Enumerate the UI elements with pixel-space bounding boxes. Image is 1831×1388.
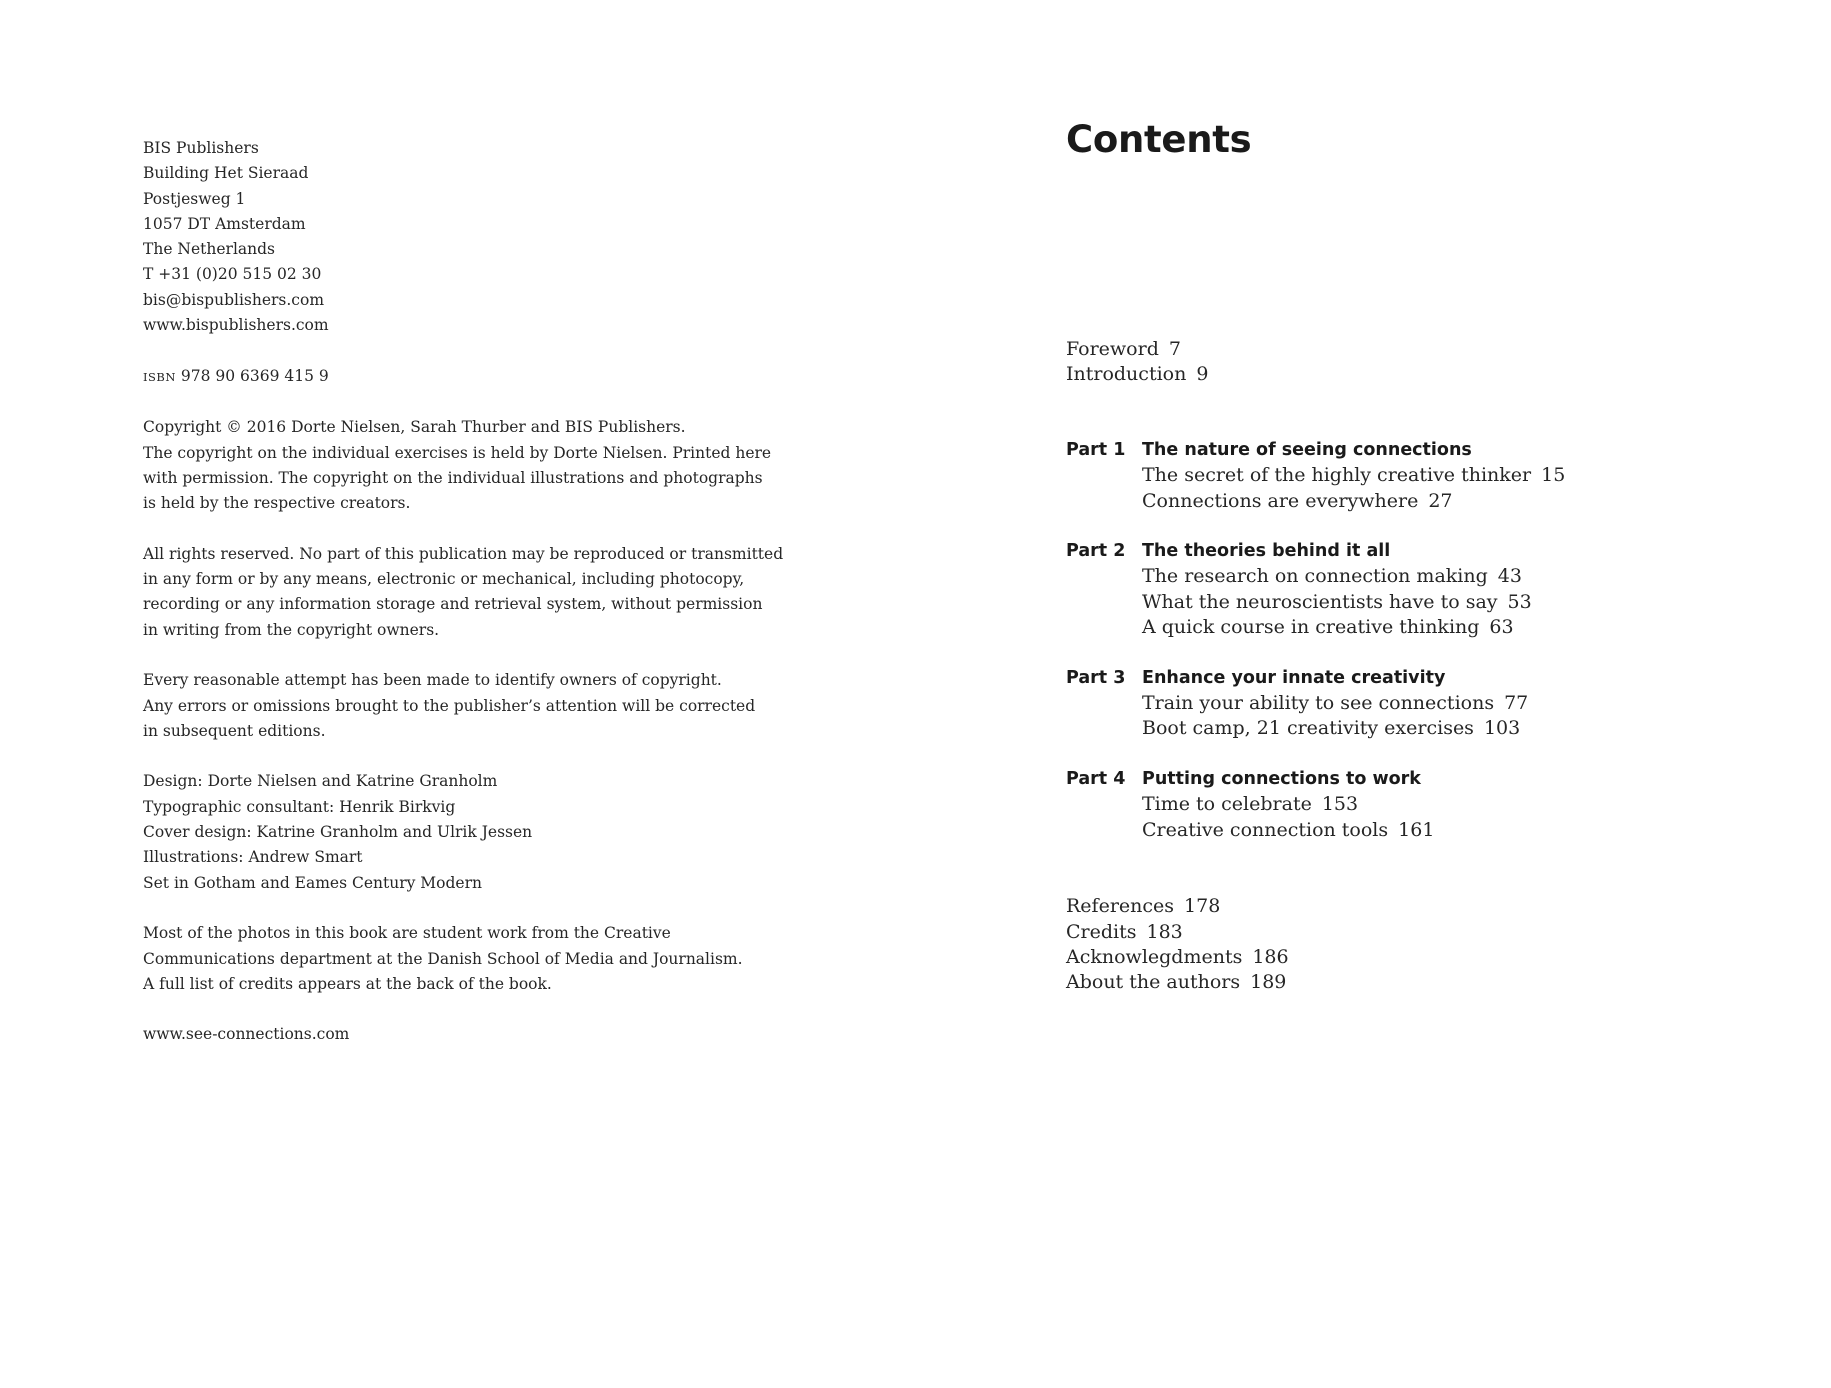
toc-entry-title: Boot camp, 21 creativity exercises [1142, 717, 1474, 740]
publisher-website: www.bispublishers.com [143, 316, 329, 335]
toc-entry-page: 77 [1504, 692, 1529, 715]
toc-entry-title: What the neuroscientists have to say [1142, 590, 1498, 613]
toc-entry-title: Train your ability to see connections [1142, 692, 1495, 715]
book-website [143, 1022, 783, 1047]
copyright-line: The copyright on the individual exercises is held by Dorte Nielsen. Printed here [143, 443, 772, 462]
toc-entry-title: Introduction [1066, 363, 1187, 386]
toc-entry [1066, 716, 1766, 741]
part-label: Part 2 [1066, 541, 1126, 562]
toc-part-3 [1066, 666, 1766, 742]
toc-entry-page: 43 [1497, 565, 1522, 588]
attribution-line: Any errors or omissions brought to the publisher’s attention will be corrected [143, 696, 756, 715]
rights-line: in writing from the copyright owners. [143, 620, 440, 639]
design-credits [143, 769, 783, 895]
toc-entry [1066, 362, 1766, 387]
toc-entry [1066, 615, 1766, 640]
toc-entry-page: 161 [1398, 818, 1435, 841]
toc-part-4 [1066, 767, 1766, 843]
part-heading [1066, 767, 1766, 792]
part-title: Enhance your innate creativity [1142, 667, 1446, 688]
toc-entry-page: 103 [1483, 717, 1521, 740]
credit-line: Cover design: Katrine Granholm and Ulrik Jessen [143, 823, 533, 842]
part-title: The theories behind it all [1142, 541, 1391, 562]
address-line: The Netherlands [143, 240, 276, 259]
address-line: 1057 DT Amsterdam [143, 214, 306, 233]
toc-entry [1066, 920, 1766, 945]
photo-line: Most of the photos in this book are student work from the Creative [143, 924, 671, 943]
rights-line: recording or any information storage and retrieval system, without permission [143, 595, 763, 614]
part-heading [1066, 666, 1766, 691]
part-heading [1066, 438, 1766, 463]
front-matter [1066, 337, 1766, 388]
phone-line: T +31 (0)20 515 02 30 [143, 265, 322, 284]
toc-entry-title: References [1066, 895, 1175, 918]
credit-line: Design: Dorte Nielsen and Katrine Granholm [143, 772, 498, 791]
attribution-line: in subsequent editions. [143, 721, 326, 740]
photo-line: Communications department at the Danish School of Media and Journalism. [143, 949, 743, 968]
toc-entry-title: The research on connection making [1142, 565, 1488, 588]
address-line: BIS Publishers [143, 139, 259, 157]
address-line: Building Het Sieraad [143, 164, 309, 183]
toc-entry-title: Connections are everywhere [1142, 489, 1419, 512]
toc-entry-title: Credits [1066, 920, 1137, 943]
toc-entry-title: Foreword [1066, 338, 1159, 360]
toc-entry [1066, 463, 1766, 488]
toc-entry-page: 189 [1250, 971, 1287, 994]
toc-part-1 [1066, 438, 1766, 514]
credit-line: Illustrations: Andrew Smart [143, 848, 363, 867]
page-title: Contents [1066, 118, 1252, 161]
toc-entry-page: 183 [1146, 920, 1183, 943]
toc-entry-page: 9 [1196, 363, 1209, 386]
copyright-line: with permission. The copyright on the individual illustrations and photographs [143, 468, 763, 487]
toc-entry-title: A quick course in creative thinking [1142, 616, 1480, 639]
toc-entry [1066, 590, 1766, 615]
address-line: Postjesweg 1 [143, 189, 246, 208]
toc-entry [1066, 337, 1766, 362]
toc-entry-page: 27 [1428, 489, 1453, 512]
toc-entry-page: 178 [1184, 895, 1221, 918]
toc-entry [1066, 792, 1766, 817]
toc-entry [1066, 970, 1766, 995]
isbn-value: 978 90 6369 415 9 [180, 366, 329, 385]
table-of-contents [1066, 337, 1766, 996]
isbn-label: ISBN [143, 369, 176, 384]
toc-entry-page: 53 [1507, 590, 1532, 613]
toc-entry-title: Acknowlegdments [1066, 945, 1243, 968]
credit-line: Set in Gotham and Eames Century Modern [143, 873, 482, 892]
rights-line: in any form or by any means, electronic or mechanical, including photocopy, [143, 570, 745, 589]
toc-entry [1066, 818, 1766, 843]
toc-entry [1066, 564, 1766, 589]
toc-entry-title: About the authors [1066, 971, 1241, 994]
attribution-notice [143, 668, 783, 744]
isbn [143, 364, 783, 390]
toc-entry-page: 153 [1321, 793, 1359, 816]
publisher-address [143, 136, 783, 338]
imprint-page [143, 136, 783, 1073]
toc-entry-title: Time to celebrate [1142, 793, 1312, 816]
toc-part-2 [1066, 539, 1766, 641]
rights-line: All rights reserved. No part of this publication may be reproduced or transmitted [143, 544, 784, 563]
copyright-notice [143, 415, 783, 516]
credit-line: Typographic consultant: Henrik Birkvig [143, 797, 456, 816]
email-line: bis@bispublishers.com [143, 290, 325, 309]
toc-entry-title: The secret of the highly creative thinker [1142, 464, 1532, 487]
toc-entry-page: 15 [1541, 464, 1566, 487]
part-label: Part 4 [1066, 768, 1126, 789]
toc-entry [1066, 894, 1766, 919]
toc-entry-page: 7 [1168, 338, 1181, 360]
part-title: Putting connections to work [1142, 768, 1421, 789]
part-title: The nature of seeing connections [1142, 439, 1472, 460]
rights-notice [143, 542, 783, 643]
toc-entry [1066, 691, 1766, 716]
photo-notice [143, 921, 783, 997]
toc-entry-page: 186 [1252, 945, 1289, 968]
back-matter [1066, 894, 1766, 996]
book-website-link: www.see-connections.com [143, 1025, 350, 1044]
part-heading [1066, 539, 1766, 564]
attribution-line: Every reasonable attempt has been made to identify owners of copyright. [143, 671, 722, 690]
toc-entry [1066, 489, 1766, 514]
part-label: Part 3 [1066, 667, 1126, 688]
copyright-line: is held by the respective creators. [143, 494, 411, 513]
toc-entry [1066, 945, 1766, 970]
photo-line: A full list of credits appears at the back of the book. [143, 974, 552, 993]
toc-entry-page: 63 [1489, 616, 1514, 639]
copyright-line: Copyright © 2016 Dorte Nielsen, Sarah Thurber and BIS Publishers. [143, 418, 686, 437]
toc-entry-title: Creative connection tools [1142, 818, 1389, 841]
part-label: Part 1 [1066, 439, 1126, 460]
